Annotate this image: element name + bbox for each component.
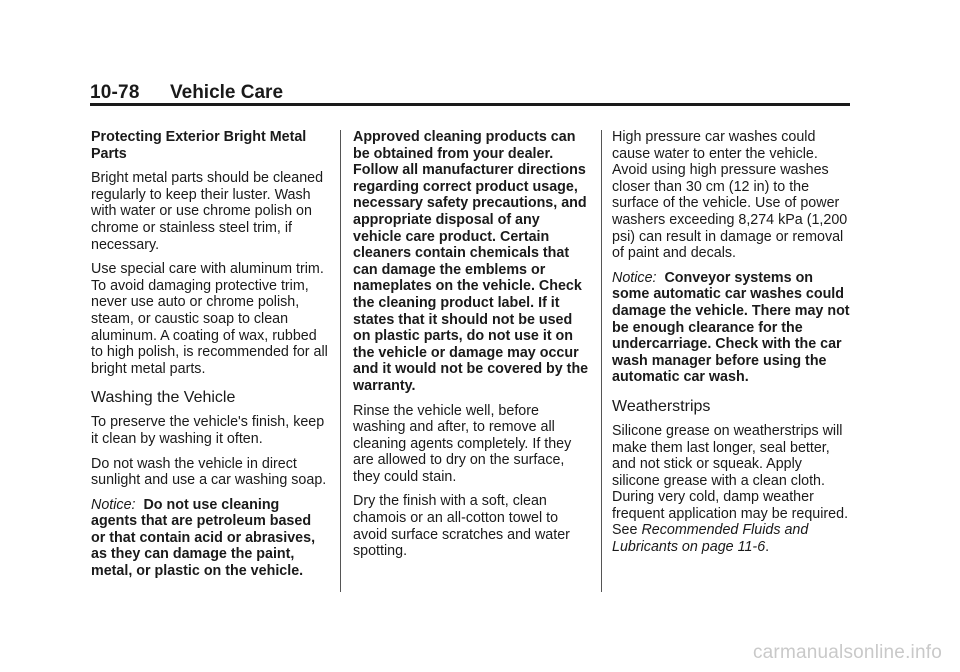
weatherstrips-text: Silicone grease on weatherstrips will make them last longer, seal better, and not stick or squeak. Apply silicone grease with a clean cloth. During very cold, damp weather frequent application may be required. See (612, 422, 849, 539)
notice-text: Do not use cleaning agents that are petroleum based or that contain acid or abrasives, as they can damage the paint, metal, or plastic on the vehicle. (91, 496, 316, 580)
page-number: 10-78 (90, 82, 140, 103)
heading-washing-vehicle: Washing the Vehicle (91, 389, 236, 407)
column-divider (601, 130, 602, 592)
paragraph: To preserve the vehicle's finish, keep it clean by washing it often. (91, 414, 325, 447)
notice-label: Notice: (612, 269, 657, 286)
cross-reference-link[interactable]: Recommended Fluids and Lubricants on page 11-6 (612, 522, 809, 556)
header-rule (90, 103, 850, 106)
paragraph: Do not wash the vehicle in direct sunlight and use a car washing soap. (91, 455, 327, 489)
heading-weatherstrips: Weatherstrips (612, 397, 711, 415)
paragraph-cleaning-products: Approved cleaning products can be obtained from your dealer. Follow all manufacturer directions regarding correct product usage, necessary safety precautions, and appropriate disposal of any vehicle care product. Certain cleaners contain chemicals that can damage the emblems or nameplates on the vehicle. Check the cleaning product label. If it states that it should not be used on plastic parts, do not use it on the vehicle or damage may occur and it would not be covered by the warranty. (353, 129, 589, 394)
paragraph: Rinse the vehicle well, before washing and after, to remove all cleaning agents completely. If they are allowed to dry on the surface, they could stain. (353, 402, 572, 485)
column-1 (91, 129, 329, 588)
paragraph (612, 423, 850, 556)
paragraph: Dry the finish with a soft, clean chamois or an all-cotton towel to avoid surface scratches and water spotting. (353, 493, 570, 560)
watermark: carmanualsonline.info (752, 642, 942, 663)
paragraph: Bright metal parts should be cleaned regularly to keep their luster. Wash with water or use chrome polish on chrome or stainless steel trim, if necessary. (91, 170, 324, 253)
paragraph: High pressure car washes could cause water to enter the vehicle. Avoid using high pressure washes closer than 30 cm (12 in) to the surface of the vehicle. Use of power washers exceeding 8,274 kPa (1,200 psi) can result in damage or removal of paint and decals. (612, 129, 848, 262)
subhead-bright-metal: Protecting Exterior Bright Metal Parts (91, 129, 307, 162)
column-3 (612, 129, 850, 564)
paragraph: Use special care with aluminum trim. To avoid damaging protective trim, never use auto or chrome polish, steam, or caustic soap to clean aluminum. A coating of wax, rubbed to high polish, is recommended for all bright metal parts. (91, 261, 328, 377)
sentence-end: . (765, 539, 770, 556)
notice-text: Conveyor systems on some automatic car washes could damage the vehicle. There may not be enough clearance for the undercarriage. Check with the car wash manager before using the automatic car wash. (612, 269, 850, 386)
notice-label: Notice: (91, 496, 136, 513)
column-divider (340, 130, 341, 592)
notice (91, 497, 329, 580)
section-title: Vehicle Care (170, 82, 284, 103)
column-2 (353, 129, 591, 568)
notice (612, 270, 850, 386)
